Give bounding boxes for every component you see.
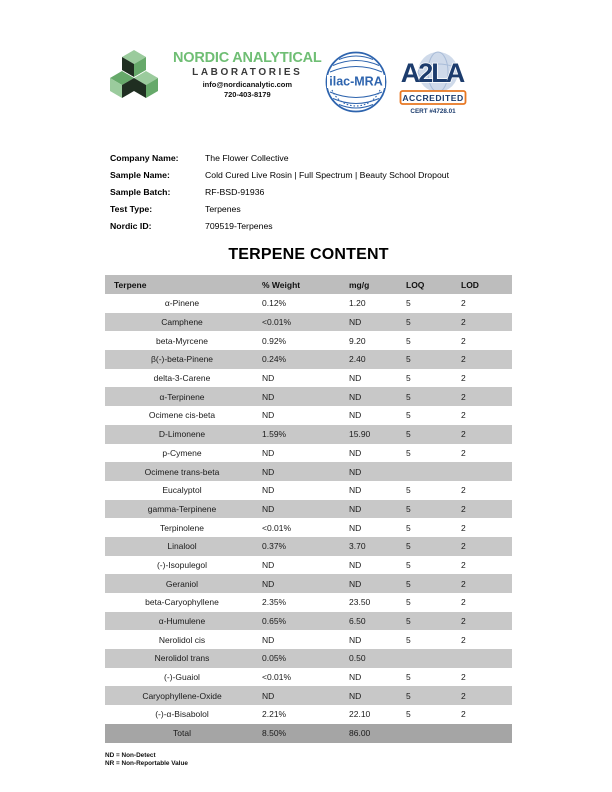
value-cell: 5 — [406, 690, 411, 701]
value-cell: 5 — [406, 354, 411, 365]
info-label: Nordic ID: — [110, 220, 152, 231]
terpene-table-header — [105, 275, 512, 294]
terpene-name-cell: beta-Caryophyllene — [145, 597, 219, 608]
value-cell: ND — [262, 559, 275, 570]
value-cell: ND — [262, 503, 275, 514]
value-cell: 2 — [461, 503, 466, 514]
value-cell: 2 — [461, 559, 466, 570]
value-cell: 22.10 — [349, 709, 371, 720]
cert-number: CERT #4728.01 — [410, 108, 456, 115]
value-cell: 2 — [461, 541, 466, 552]
terpene-name-cell: (-)-Guaiol — [164, 672, 200, 683]
value-cell: 2 — [461, 373, 466, 384]
info-label: Company Name: — [110, 152, 179, 163]
table-row — [105, 481, 512, 500]
table-row — [105, 350, 512, 369]
terpene-name-cell: β(-)-beta-Pinene — [150, 354, 214, 365]
value-cell: 2 — [461, 597, 466, 608]
terpene-name-cell: Eucalyptol — [162, 485, 202, 496]
value-cell: 2 — [461, 391, 466, 402]
value-cell: 2 — [461, 634, 466, 645]
value-cell: 2 — [461, 616, 466, 627]
value-cell: 2.40 — [349, 354, 366, 365]
table-row — [105, 612, 512, 631]
ilac-mra-label: ilac-MRA — [329, 74, 383, 89]
terpene-name-cell: (-)-Isopulegol — [156, 559, 208, 570]
total-label: Total — [105, 724, 259, 743]
value-cell: ND — [349, 410, 362, 421]
brand-text-block — [173, 46, 322, 99]
accredited-label: ACCREDITED — [402, 92, 464, 103]
value-cell: 0.37% — [262, 541, 287, 552]
value-cell: 5 — [406, 709, 411, 720]
value-cell: <0.01% — [262, 522, 292, 533]
info-value: The Flower Collective — [205, 152, 289, 163]
column-header-weight: % Weight — [259, 275, 346, 294]
terpene-name-cell: Ocimene trans-beta — [144, 466, 220, 477]
value-cell — [458, 462, 512, 481]
terpene-name-cell: Terpinolene — [160, 522, 204, 533]
value-cell: 5 — [406, 541, 411, 552]
brand-header — [104, 46, 322, 110]
terpene-name-cell: Nerolidol cis — [158, 634, 206, 645]
total-lod — [458, 724, 512, 743]
value-cell: ND — [349, 447, 362, 458]
terpene-name-cell: Caryophyllene-Oxide — [142, 690, 222, 701]
terpene-table-body — [105, 294, 512, 724]
table-row — [105, 705, 512, 724]
footnotes — [105, 752, 188, 769]
table-row — [105, 425, 512, 444]
value-cell: 5 — [406, 373, 411, 384]
total-weight: 8.50% — [259, 724, 346, 743]
value-cell: ND — [349, 503, 362, 514]
table-row — [105, 294, 512, 313]
column-header-mgg: mg/g — [346, 275, 403, 294]
value-cell: 15.90 — [349, 429, 371, 440]
terpene-name-cell: gamma-Terpinene — [147, 503, 217, 514]
value-cell: 2 — [461, 335, 466, 346]
value-cell: 0.24% — [262, 354, 287, 365]
info-label: Test Type: — [110, 203, 153, 214]
value-cell: <0.01% — [262, 672, 292, 683]
value-cell: 1.59% — [262, 429, 287, 440]
terpene-name-cell: Geraniol — [165, 578, 199, 589]
footnote-nr: NR = Non-Reportable Value — [105, 760, 188, 768]
value-cell: ND — [262, 634, 275, 645]
terpene-name-cell: α-Terpinene — [159, 391, 205, 402]
a2la-badge-icon — [398, 50, 468, 116]
value-cell: 2 — [461, 485, 466, 496]
table-row — [105, 537, 512, 556]
value-cell: 5 — [406, 616, 411, 627]
terpene-name-cell: Ocimene cis-beta — [148, 410, 216, 421]
table-row — [105, 406, 512, 425]
brand-subtitle: LABORATORIES — [192, 67, 303, 78]
value-cell: 0.65% — [262, 616, 287, 627]
value-cell: ND — [262, 373, 275, 384]
value-cell: ND — [349, 578, 362, 589]
info-row-nordic-id — [110, 217, 449, 234]
value-cell: 5 — [406, 429, 411, 440]
table-row — [105, 462, 512, 481]
ilac-mra-badge-icon — [324, 50, 388, 114]
table-row — [105, 387, 512, 406]
total-loq — [403, 724, 458, 743]
value-cell: 2 — [461, 672, 466, 683]
table-row — [105, 556, 512, 575]
info-row-sample-name — [110, 166, 449, 183]
footnote-nd: ND = Non-Detect — [105, 752, 156, 759]
column-header-terpene: Terpene — [105, 275, 259, 294]
page-title: TERPENE CONTENT — [228, 246, 389, 263]
accreditation-badges — [324, 50, 468, 116]
value-cell: ND — [262, 466, 275, 477]
table-row — [105, 649, 512, 668]
info-value: Terpenes — [205, 203, 241, 214]
brand-name: NORDIC ANALYTICAL — [173, 50, 322, 66]
table-row — [105, 630, 512, 649]
value-cell: ND — [262, 447, 275, 458]
terpene-name-cell: Linalool — [167, 541, 197, 552]
total-mgg: 86.00 — [346, 724, 403, 743]
terpene-name-cell: α-Pinene — [164, 298, 200, 309]
value-cell — [403, 462, 458, 481]
value-cell: 2 — [461, 522, 466, 533]
value-cell: ND — [349, 485, 362, 496]
table-row — [105, 518, 512, 537]
value-cell: <0.01% — [262, 317, 292, 328]
value-cell: 5 — [406, 559, 411, 570]
value-cell — [403, 649, 458, 668]
info-label: Sample Batch: — [110, 186, 171, 197]
table-row — [105, 444, 512, 463]
value-cell: 2 — [461, 317, 466, 328]
value-cell: 5 — [406, 335, 411, 346]
table-row — [105, 593, 512, 612]
terpene-table — [105, 275, 512, 743]
value-cell: 2 — [461, 578, 466, 589]
value-cell: ND — [349, 672, 362, 683]
column-header-lod: LOD — [458, 275, 512, 294]
table-row — [105, 313, 512, 332]
table-row — [105, 331, 512, 350]
value-cell: ND — [349, 634, 362, 645]
value-cell: 2 — [461, 447, 466, 458]
terpene-name-cell: p-Cymene — [162, 447, 202, 458]
table-row — [105, 668, 512, 687]
value-cell: 2 — [461, 709, 466, 720]
value-cell: 5 — [406, 410, 411, 421]
value-cell: ND — [349, 317, 362, 328]
value-cell: 5 — [406, 522, 411, 533]
value-cell: 6.50 — [349, 616, 366, 627]
value-cell: 5 — [406, 447, 411, 458]
value-cell: 2 — [461, 690, 466, 701]
sample-info-block — [110, 149, 449, 234]
value-cell: 5 — [406, 485, 411, 496]
value-cell: 9.20 — [349, 335, 366, 346]
value-cell: 5 — [406, 672, 411, 683]
brand-email: info@nordicanalytic.com — [202, 80, 292, 89]
terpene-name-cell: (-)-α-Bisabolol — [155, 709, 209, 720]
info-row-sample-batch — [110, 183, 449, 200]
terpene-name-cell: Nerolidol trans — [154, 653, 210, 664]
value-cell: ND — [349, 466, 362, 477]
value-cell: 1.20 — [349, 298, 366, 309]
value-cell: ND — [262, 391, 275, 402]
a2la-badge — [398, 50, 468, 116]
value-cell: 2 — [461, 410, 466, 421]
value-cell: 5 — [406, 317, 411, 328]
terpene-table-footer — [105, 724, 512, 743]
value-cell: 5 — [406, 503, 411, 514]
table-row — [105, 574, 512, 593]
value-cell: 5 — [406, 634, 411, 645]
value-cell: ND — [262, 690, 275, 701]
table-row — [105, 686, 512, 705]
value-cell: ND — [349, 391, 362, 402]
value-cell: 2 — [461, 429, 466, 440]
terpene-name-cell: D-Limonene — [158, 429, 206, 440]
value-cell: ND — [349, 522, 362, 533]
info-value: 709519-Terpenes — [205, 220, 273, 231]
value-cell: ND — [349, 559, 362, 570]
value-cell: ND — [349, 373, 362, 384]
table-row — [105, 500, 512, 519]
value-cell: 2 — [461, 298, 466, 309]
a2la-label: A2LA — [400, 58, 464, 88]
value-cell: 23.50 — [349, 597, 371, 608]
value-cell: 2.21% — [262, 709, 287, 720]
value-cell: ND — [349, 690, 362, 701]
value-cell: 0.92% — [262, 335, 287, 346]
terpene-name-cell: beta-Myrcene — [156, 335, 208, 346]
value-cell: 0.05% — [262, 653, 287, 664]
terpene-name-cell: delta-3-Carene — [153, 373, 211, 384]
brand-phone: 720-403-8179 — [223, 90, 271, 99]
terpene-name-cell: Camphene — [161, 317, 203, 328]
info-value: Cold Cured Live Rosin | Full Spectrum | Beauty School Dropout — [205, 169, 450, 180]
nordic-cubes-logo-icon — [104, 46, 168, 110]
value-cell: 0.50 — [349, 653, 366, 664]
value-cell — [458, 649, 512, 668]
value-cell: 5 — [406, 391, 411, 402]
value-cell: ND — [262, 485, 275, 496]
value-cell: ND — [262, 578, 275, 589]
terpene-name-cell: α-Humulene — [158, 616, 206, 627]
total-row — [105, 724, 512, 743]
info-label: Sample Name: — [110, 169, 170, 180]
value-cell: 3.70 — [349, 541, 366, 552]
column-header-loq: LOQ — [403, 275, 458, 294]
info-row-company — [110, 149, 449, 166]
value-cell: 2 — [461, 354, 466, 365]
table-row — [105, 369, 512, 388]
value-cell: 5 — [406, 578, 411, 589]
value-cell: 2.35% — [262, 597, 287, 608]
value-cell: 5 — [406, 597, 411, 608]
value-cell: 0.12% — [262, 298, 287, 309]
info-row-test-type — [110, 200, 449, 217]
info-value: RF-BSD-91936 — [205, 186, 265, 197]
value-cell: 5 — [406, 298, 411, 309]
value-cell: ND — [262, 410, 275, 421]
